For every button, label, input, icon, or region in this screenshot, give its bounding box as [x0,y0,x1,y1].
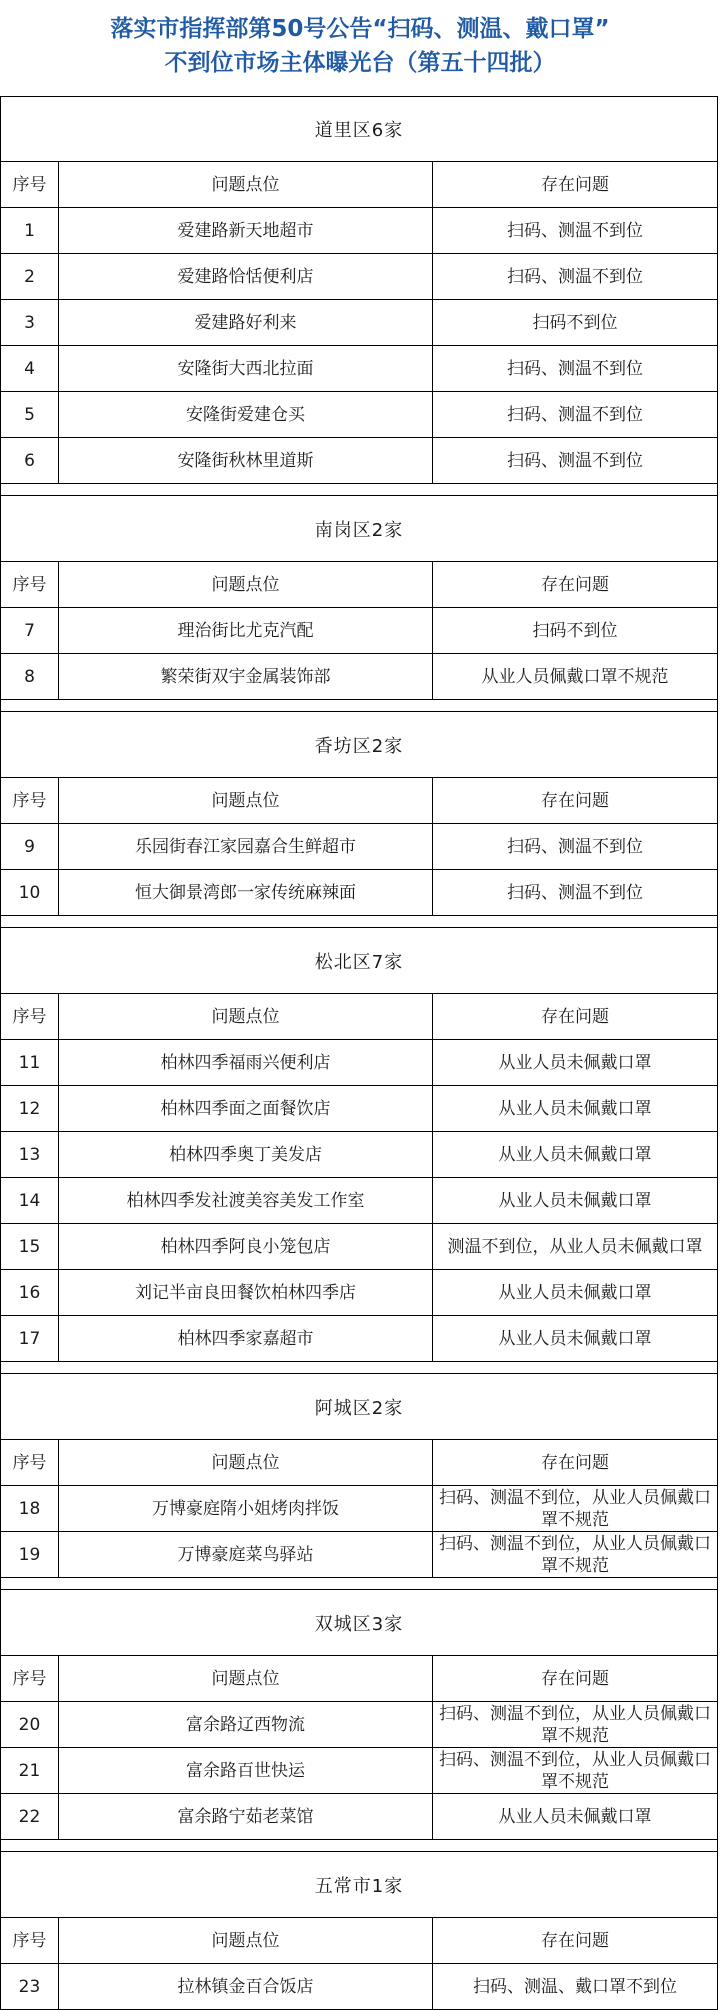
row-number: 10 [1,870,59,915]
table-row [0,1794,718,1840]
section-gap [0,1578,718,1590]
problem-description: 扫码、测温不到位 [507,450,643,471]
column-header-row [0,1656,718,1702]
problem-description: 从业人员未佩戴口罩 [498,1052,652,1073]
column-header-place: 问题点位 [59,1440,433,1485]
page-header [0,0,720,96]
problem-description: 扫码、测温不到位 [507,882,643,903]
problem-location: 富余路宁茹老菜馆 [59,1794,433,1839]
column-header-no: 序号 [1,778,59,823]
column-header-row [0,778,718,824]
problem-description: 从业人员未佩戴口罩 [498,1328,652,1349]
problem-location: 柏林四季阿良小笼包店 [59,1224,433,1269]
problem-location: 安隆街爱建仓买 [59,392,433,437]
table-row [0,392,718,438]
problem-location: 刘记半亩良田餐饮柏林四季店 [59,1270,433,1315]
section-gap [0,1362,718,1374]
column-header-no: 序号 [1,994,59,1039]
column-header-row [0,1440,718,1486]
problem-location: 富余路辽西物流 [59,1702,433,1747]
table-row [0,654,718,700]
problem-description: 扫码、测温不到位，从业人员佩戴口罩不规范 [439,1749,711,1792]
problem-description: 扫码不到位 [532,620,618,641]
table-row [0,300,718,346]
table-row [0,1132,718,1178]
column-header-no: 序号 [1,162,59,207]
row-number: 20 [1,1702,59,1747]
table-row [0,608,718,654]
row-number: 4 [1,346,59,391]
column-header-issue: 存在问题 [541,790,609,811]
table-row [0,208,718,254]
page-title-line-2: 不到位市场主体曝光台（第五十四批） [164,50,556,76]
table-row [0,1086,718,1132]
table-row [0,1224,718,1270]
district-heading: 南岗区2家 [0,496,718,562]
problem-description: 扫码、测温不到位 [507,404,643,425]
problem-description: 从业人员佩戴口罩不规范 [481,666,669,687]
row-number: 21 [1,1748,59,1793]
row-number: 19 [1,1532,59,1577]
problem-description: 扫码、测温不到位，从业人员佩戴口罩不规范 [439,1487,711,1530]
column-header-no: 序号 [1,1656,59,1701]
problem-location: 拉林镇金百合饭店 [59,1964,433,2009]
row-number: 16 [1,1270,59,1315]
problem-description: 扫码、测温、戴口罩不到位 [473,1976,677,1997]
row-number: 13 [1,1132,59,1177]
exposure-table [0,96,720,2010]
row-number: 9 [1,824,59,869]
column-header-no: 序号 [1,562,59,607]
problem-location: 安隆街秋林里道斯 [59,438,433,483]
column-header-place: 问题点位 [59,778,433,823]
section-gap [0,1840,718,1852]
problem-location: 柏林四季家嘉超市 [59,1316,433,1361]
district-heading: 道里区6家 [0,96,718,162]
problem-description: 扫码、测温不到位，从业人员佩戴口罩不规范 [439,1703,711,1746]
problem-description: 测温不到位，从业人员未佩戴口罩 [447,1236,703,1257]
column-header-no: 序号 [1,1440,59,1485]
problem-description: 从业人员未佩戴口罩 [498,1190,652,1211]
column-header-issue: 存在问题 [541,574,609,595]
row-number: 15 [1,1224,59,1269]
row-number: 11 [1,1040,59,1085]
table-row [0,1040,718,1086]
column-header-row [0,1918,718,1964]
problem-description: 从业人员未佩戴口罩 [498,1282,652,1303]
column-header-place: 问题点位 [59,162,433,207]
column-header-no: 序号 [1,1918,59,1963]
row-number: 12 [1,1086,59,1131]
table-row [0,1964,718,2010]
column-header-place: 问题点位 [59,994,433,1039]
problem-description: 扫码、测温不到位 [507,358,643,379]
problem-location: 万博豪庭菜鸟驿站 [59,1532,433,1577]
column-header-issue: 存在问题 [541,1006,609,1027]
problem-description: 扫码不到位 [532,312,618,333]
table-row [0,1178,718,1224]
column-header-row [0,994,718,1040]
problem-description: 扫码、测温不到位 [507,220,643,241]
column-header-row [0,162,718,208]
column-header-issue: 存在问题 [541,1930,609,1951]
table-row [0,1270,718,1316]
table-row [0,346,718,392]
problem-description: 从业人员未佩戴口罩 [498,1098,652,1119]
row-number: 18 [1,1486,59,1531]
column-header-place: 问题点位 [59,1656,433,1701]
problem-description: 扫码、测温不到位，从业人员佩戴口罩不规范 [439,1533,711,1576]
row-number: 1 [1,208,59,253]
district-heading: 阿城区2家 [0,1374,718,1440]
problem-location: 万博豪庭隋小姐烤肉拌饭 [59,1486,433,1531]
district-heading: 五常市1家 [0,1852,718,1918]
section-gap [0,700,718,712]
table-row [0,870,718,916]
column-header-issue: 存在问题 [541,1452,609,1473]
district-heading: 双城区3家 [0,1590,718,1656]
table-row [0,1316,718,1362]
problem-location: 繁荣街双宇金属装饰部 [59,654,433,699]
row-number: 3 [1,300,59,345]
problem-description: 扫码、测温不到位 [507,836,643,857]
column-header-row [0,562,718,608]
row-number: 7 [1,608,59,653]
district-heading: 松北区7家 [0,928,718,994]
column-header-issue: 存在问题 [541,1668,609,1689]
problem-location: 柏林四季福雨兴便利店 [59,1040,433,1085]
problem-location: 柏林四季面之面餐饮店 [59,1086,433,1131]
table-row [0,1486,718,1532]
problem-location: 乐园街春江家园嘉合生鲜超市 [59,824,433,869]
column-header-place: 问题点位 [59,562,433,607]
column-header-place: 问题点位 [59,1918,433,1963]
problem-location: 柏林四季奥丁美发店 [59,1132,433,1177]
section-gap [0,484,718,496]
problem-location: 爱建路恰恬便利店 [59,254,433,299]
column-header-issue: 存在问题 [541,174,609,195]
problem-location: 爱建路新天地超市 [59,208,433,253]
row-number: 6 [1,438,59,483]
page-title-line-1: 落实市指挥部第50号公告“扫码、测温、戴口罩” [110,16,610,42]
problem-description: 扫码、测温不到位 [507,266,643,287]
table-row [0,438,718,484]
row-number: 2 [1,254,59,299]
row-number: 17 [1,1316,59,1361]
problem-location: 柏林四季发社渡美容美发工作室 [59,1178,433,1223]
problem-location: 安隆街大西北拉面 [59,346,433,391]
table-row [0,1532,718,1578]
district-heading: 香坊区2家 [0,712,718,778]
row-number: 14 [1,1178,59,1223]
problem-location: 理治街比尤克汽配 [59,608,433,653]
problem-location: 恒大御景湾郎一家传统麻辣面 [59,870,433,915]
problem-description: 从业人员未佩戴口罩 [498,1806,652,1827]
table-row [0,824,718,870]
row-number: 23 [1,1964,59,2009]
problem-description: 从业人员未佩戴口罩 [498,1144,652,1165]
row-number: 8 [1,654,59,699]
table-row [0,254,718,300]
row-number: 5 [1,392,59,437]
section-gap [0,916,718,928]
table-row [0,1748,718,1794]
table-row [0,1702,718,1748]
row-number: 22 [1,1794,59,1839]
problem-location: 富余路百世快运 [59,1748,433,1793]
problem-location: 爱建路好利来 [59,300,433,345]
